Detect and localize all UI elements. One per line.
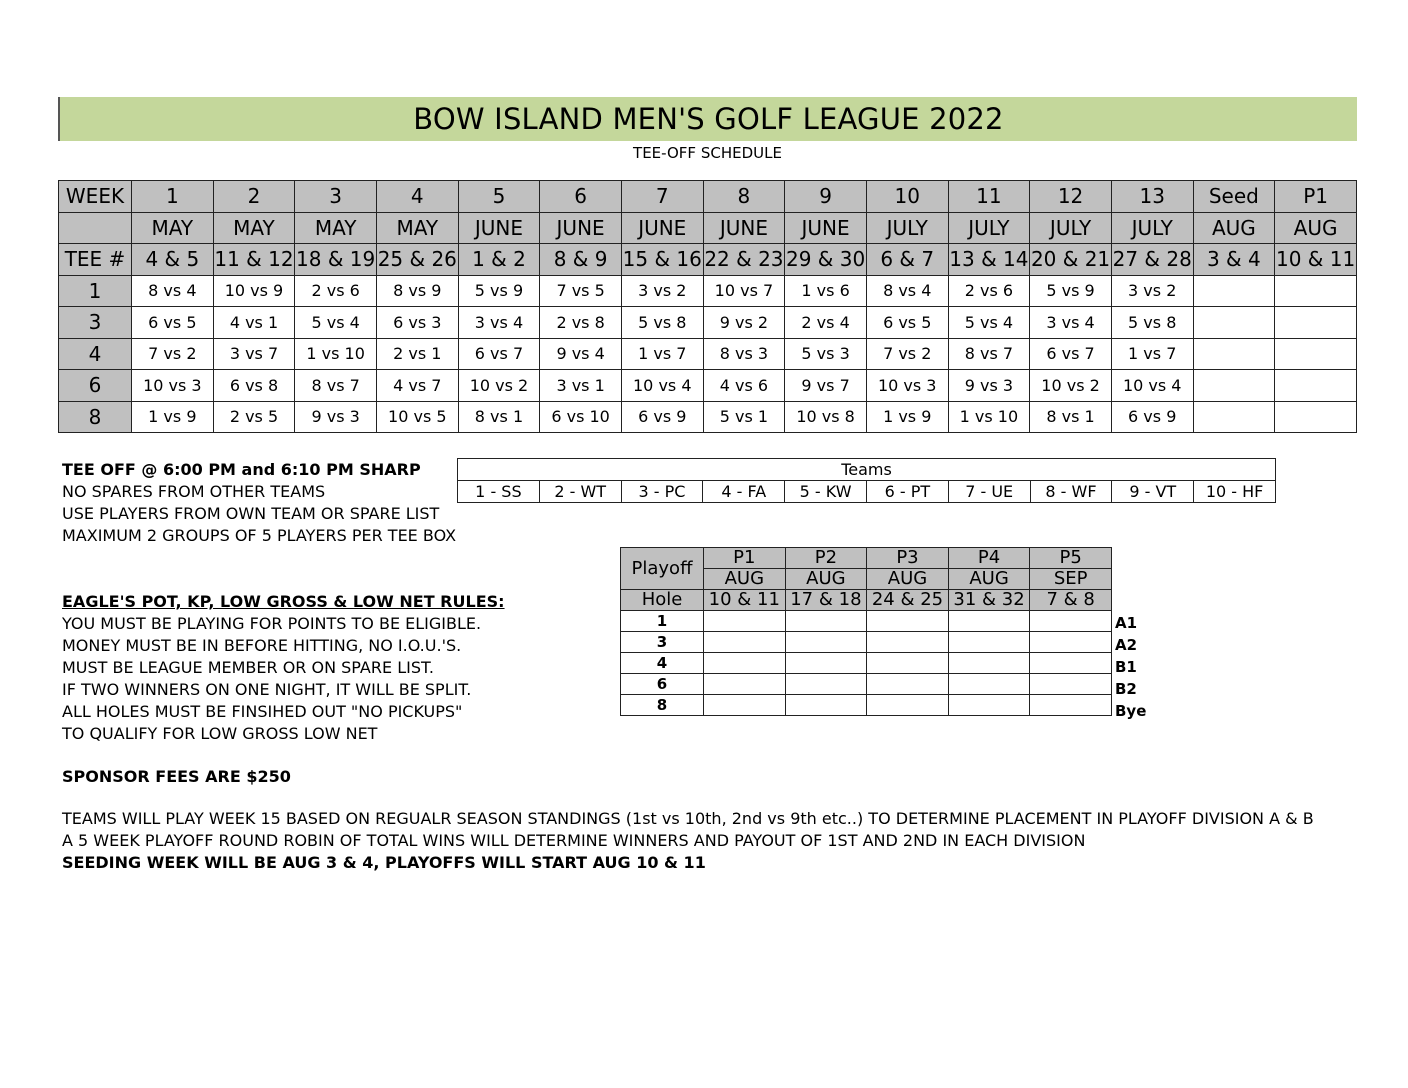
matchup-cell bbox=[1193, 338, 1275, 370]
playoff-slot bbox=[948, 632, 1030, 653]
playoff-round: P2 bbox=[785, 548, 867, 569]
matchup-cell: 10 vs 8 bbox=[785, 401, 867, 433]
tee-label: TEE # bbox=[59, 244, 132, 276]
matchup-cell: 5 vs 9 bbox=[1030, 275, 1112, 307]
week-label: WEEK bbox=[59, 181, 132, 213]
week-number: 10 bbox=[866, 181, 948, 213]
playoff-dates: 7 & 8 bbox=[1030, 590, 1112, 611]
playoff-month: AUG bbox=[867, 569, 949, 590]
week-month: JUNE bbox=[540, 212, 622, 244]
week-number: 5 bbox=[458, 181, 540, 213]
playoff-slot bbox=[1030, 632, 1112, 653]
matchup-cell: 1 vs 7 bbox=[621, 338, 703, 370]
matchup-cell: 3 vs 2 bbox=[621, 275, 703, 307]
matchup-cell: 8 vs 3 bbox=[703, 338, 785, 370]
tee-number: 4 bbox=[59, 338, 132, 370]
hole-number: 1 bbox=[621, 611, 704, 632]
matchup-cell: 1 vs 7 bbox=[1111, 338, 1193, 370]
team-cell: 2 - WT bbox=[539, 481, 621, 503]
pot-rules-heading: EAGLE'S POT, KP, LOW GROSS & LOW NET RULES: bbox=[62, 592, 505, 611]
team-cell: 8 - WF bbox=[1030, 481, 1112, 503]
schedule-subtitle: TEE-OFF SCHEDULE bbox=[633, 144, 782, 162]
playoff-slot bbox=[1030, 653, 1112, 674]
week-month: AUG bbox=[1193, 212, 1275, 244]
matchup-cell: 10 vs 2 bbox=[1030, 370, 1112, 402]
matchup-cell: 7 vs 2 bbox=[132, 338, 214, 370]
pot-rule-line: MONEY MUST BE IN BEFORE HITTING, NO I.O.U.'S. bbox=[62, 636, 462, 655]
week-dates: 6 & 7 bbox=[866, 244, 948, 276]
hole-label: Hole bbox=[621, 590, 704, 611]
teams-header: Teams bbox=[458, 459, 1276, 481]
matchup-cell bbox=[1193, 401, 1275, 433]
pot-rule-line: ALL HOLES MUST BE FINSIHED OUT "NO PICKUPS" bbox=[62, 702, 463, 721]
playoff-dates: 24 & 25 bbox=[867, 590, 949, 611]
matchup-cell: 8 vs 7 bbox=[295, 370, 377, 402]
matchup-cell: 7 vs 5 bbox=[540, 275, 622, 307]
playoff-round: P3 bbox=[867, 548, 949, 569]
matchup-cell: 9 vs 7 bbox=[785, 370, 867, 402]
playoff-date-row bbox=[621, 590, 1112, 611]
playoff-slot bbox=[704, 653, 786, 674]
tee-row bbox=[59, 370, 1357, 402]
playoff-slot bbox=[704, 674, 786, 695]
matchup-cell: 9 vs 3 bbox=[948, 370, 1030, 402]
pot-rule-line: MUST BE LEAGUE MEMBER OR ON SPARE LIST. bbox=[62, 658, 434, 677]
matchup-cell bbox=[1275, 307, 1357, 339]
week-month: JULY bbox=[1111, 212, 1193, 244]
matchup-cell: 10 vs 4 bbox=[621, 370, 703, 402]
team-cell: 9 - VT bbox=[1112, 481, 1194, 503]
matchup-cell: 6 vs 5 bbox=[866, 307, 948, 339]
team-cell: 4 - FA bbox=[703, 481, 785, 503]
playoff-slot bbox=[704, 695, 786, 716]
matchup-cell: 3 vs 2 bbox=[1111, 275, 1193, 307]
matchup-cell: 10 vs 7 bbox=[703, 275, 785, 307]
playoff-month: AUG bbox=[785, 569, 867, 590]
playoff-dates: 17 & 18 bbox=[785, 590, 867, 611]
playoff-slot bbox=[785, 674, 867, 695]
week-dates: 15 & 16 bbox=[621, 244, 703, 276]
week-month: JULY bbox=[948, 212, 1030, 244]
week-dates: 27 & 28 bbox=[1111, 244, 1193, 276]
tee-number: 3 bbox=[59, 307, 132, 339]
matchup-cell: 5 vs 8 bbox=[1111, 307, 1193, 339]
rule-line: MAXIMUM 2 GROUPS OF 5 PLAYERS PER TEE BOX bbox=[62, 526, 457, 545]
week-dates: 10 & 11 bbox=[1275, 244, 1357, 276]
matchup-cell: 8 vs 1 bbox=[458, 401, 540, 433]
week-number: 6 bbox=[540, 181, 622, 213]
sponsor-fees: SPONSOR FEES ARE $250 bbox=[62, 767, 291, 786]
week-month: MAY bbox=[132, 212, 214, 244]
week-number: 1 bbox=[132, 181, 214, 213]
week-number: 11 bbox=[948, 181, 1030, 213]
playoff-slot bbox=[785, 611, 867, 632]
rule-line: USE PLAYERS FROM OWN TEAM OR SPARE LIST bbox=[62, 504, 440, 523]
matchup-cell: 6 vs 7 bbox=[458, 338, 540, 370]
week-dates: 20 & 21 bbox=[1030, 244, 1112, 276]
playoff-slot bbox=[785, 632, 867, 653]
matchup-cell: 6 vs 8 bbox=[213, 370, 295, 402]
pot-rule-line: TO QUALIFY FOR LOW GROSS LOW NET bbox=[62, 724, 378, 743]
matchup-cell: 5 vs 9 bbox=[458, 275, 540, 307]
playoff-slot bbox=[704, 632, 786, 653]
matchup-cell: 1 vs 10 bbox=[295, 338, 377, 370]
hole-number: 8 bbox=[621, 695, 704, 716]
playoff-slot bbox=[867, 674, 949, 695]
matchup-cell: 10 vs 3 bbox=[132, 370, 214, 402]
matchup-cell: 5 vs 4 bbox=[948, 307, 1030, 339]
division-label: Bye bbox=[1115, 702, 1147, 720]
matchup-cell: 6 vs 9 bbox=[1111, 401, 1193, 433]
matchup-cell: 8 vs 1 bbox=[1030, 401, 1112, 433]
pot-rules bbox=[62, 591, 505, 745]
matchup-cell: 2 vs 5 bbox=[213, 401, 295, 433]
playoff-month: AUG bbox=[948, 569, 1030, 590]
team-cell: 1 - SS bbox=[458, 481, 540, 503]
matchup-cell: 3 vs 1 bbox=[540, 370, 622, 402]
footer-line: A 5 WEEK PLAYOFF ROUND ROBIN OF TOTAL WINS WILL DETERMINE WINNERS AND PAYOUT OF 1ST AND 2ND IN EACH DIVISION bbox=[62, 831, 1086, 850]
tee-off-time-note: TEE OFF @ 6:00 PM and 6:10 PM SHARP bbox=[62, 460, 421, 479]
tee-row bbox=[59, 401, 1357, 433]
playoff-hole-row bbox=[621, 611, 1112, 632]
week-month: MAY bbox=[213, 212, 295, 244]
week-number: 12 bbox=[1030, 181, 1112, 213]
matchup-cell: 8 vs 4 bbox=[132, 275, 214, 307]
matchup-cell bbox=[1275, 275, 1357, 307]
playoff-hole-row bbox=[621, 674, 1112, 695]
playoff-slot bbox=[867, 611, 949, 632]
matchup-cell: 8 vs 4 bbox=[866, 275, 948, 307]
tee-number: 6 bbox=[59, 370, 132, 402]
playoff-slot bbox=[948, 674, 1030, 695]
week-dates: 1 & 2 bbox=[458, 244, 540, 276]
tee-number: 8 bbox=[59, 401, 132, 433]
matchup-cell: 9 vs 2 bbox=[703, 307, 785, 339]
playoff-slot bbox=[867, 653, 949, 674]
division-label: B2 bbox=[1115, 680, 1137, 698]
week-number: 13 bbox=[1111, 181, 1193, 213]
week-month: AUG bbox=[1275, 212, 1357, 244]
matchup-cell bbox=[1193, 370, 1275, 402]
playoff-slot bbox=[948, 653, 1030, 674]
tee-off-schedule-table bbox=[58, 180, 1357, 433]
week-dates: 4 & 5 bbox=[132, 244, 214, 276]
matchup-cell: 10 vs 5 bbox=[376, 401, 458, 433]
matchup-cell: 1 vs 6 bbox=[785, 275, 867, 307]
matchup-cell: 7 vs 2 bbox=[866, 338, 948, 370]
matchup-cell: 4 vs 1 bbox=[213, 307, 295, 339]
playoff-hole-row bbox=[621, 695, 1112, 716]
week-dates: 29 & 30 bbox=[785, 244, 867, 276]
week-dates: 11 & 12 bbox=[213, 244, 295, 276]
matchup-cell: 2 vs 4 bbox=[785, 307, 867, 339]
matchup-cell: 6 vs 10 bbox=[540, 401, 622, 433]
playoff-table bbox=[620, 547, 1112, 716]
matchup-cell: 2 vs 6 bbox=[948, 275, 1030, 307]
tee-row bbox=[59, 338, 1357, 370]
matchup-cell: 1 vs 9 bbox=[132, 401, 214, 433]
tee-off-rules bbox=[62, 459, 456, 547]
playoff-dates: 31 & 32 bbox=[948, 590, 1030, 611]
pot-rule-line: YOU MUST BE PLAYING FOR POINTS TO BE ELIGIBLE. bbox=[62, 614, 482, 633]
matchup-cell: 3 vs 7 bbox=[213, 338, 295, 370]
matchup-cell: 1 vs 10 bbox=[948, 401, 1030, 433]
matchup-cell bbox=[1275, 370, 1357, 402]
playoff-month: AUG bbox=[704, 569, 786, 590]
league-title: BOW ISLAND MEN'S GOLF LEAGUE 2022 bbox=[58, 97, 1357, 141]
matchup-cell: 10 vs 3 bbox=[866, 370, 948, 402]
matchup-cell: 10 vs 4 bbox=[1111, 370, 1193, 402]
week-month: MAY bbox=[295, 212, 377, 244]
playoff-slot bbox=[704, 611, 786, 632]
division-label: A2 bbox=[1115, 636, 1138, 654]
footer-notes bbox=[62, 808, 1314, 874]
playoff-slot bbox=[1030, 695, 1112, 716]
matchup-cell bbox=[1275, 338, 1357, 370]
matchup-cell: 6 vs 5 bbox=[132, 307, 214, 339]
matchup-cell: 3 vs 4 bbox=[458, 307, 540, 339]
teams-table bbox=[457, 458, 1276, 503]
matchup-cell: 2 vs 6 bbox=[295, 275, 377, 307]
team-cell: 10 - HF bbox=[1194, 481, 1276, 503]
week-dates: 13 & 14 bbox=[948, 244, 1030, 276]
playoff-slot bbox=[785, 695, 867, 716]
week-month: JUNE bbox=[458, 212, 540, 244]
hole-number: 6 bbox=[621, 674, 704, 695]
week-number: 3 bbox=[295, 181, 377, 213]
playoff-round: P5 bbox=[1030, 548, 1112, 569]
matchup-cell: 6 vs 3 bbox=[376, 307, 458, 339]
month-header-row bbox=[59, 212, 1357, 244]
matchup-cell bbox=[1275, 401, 1357, 433]
week-month: JUNE bbox=[621, 212, 703, 244]
playoff-hole-row bbox=[621, 632, 1112, 653]
playoff-dates: 10 & 11 bbox=[704, 590, 786, 611]
rule-line: NO SPARES FROM OTHER TEAMS bbox=[62, 482, 326, 501]
team-cell: 6 - PT bbox=[866, 481, 948, 503]
week-dates: 18 & 19 bbox=[295, 244, 377, 276]
playoff-slot bbox=[948, 695, 1030, 716]
playoff-slot bbox=[867, 632, 949, 653]
month-label-blank bbox=[59, 212, 132, 244]
tee-row bbox=[59, 275, 1357, 307]
week-month: MAY bbox=[376, 212, 458, 244]
matchup-cell: 10 vs 2 bbox=[458, 370, 540, 402]
week-dates: 8 & 9 bbox=[540, 244, 622, 276]
footer-line: SEEDING WEEK WILL BE AUG 3 & 4, PLAYOFFS WILL START AUG 10 & 11 bbox=[62, 853, 706, 872]
week-number: P1 bbox=[1275, 181, 1357, 213]
team-cell: 5 - KW bbox=[785, 481, 867, 503]
playoff-hole-row bbox=[621, 653, 1112, 674]
week-number: Seed bbox=[1193, 181, 1275, 213]
week-month: JULY bbox=[866, 212, 948, 244]
pot-rule-line: IF TWO WINNERS ON ONE NIGHT, IT WILL BE SPLIT. bbox=[62, 680, 472, 699]
matchup-cell: 2 vs 1 bbox=[376, 338, 458, 370]
matchup-cell bbox=[1193, 275, 1275, 307]
week-dates: 3 & 4 bbox=[1193, 244, 1275, 276]
playoff-slot bbox=[1030, 674, 1112, 695]
week-month: JULY bbox=[1030, 212, 1112, 244]
week-number: 4 bbox=[376, 181, 458, 213]
matchup-cell: 10 vs 9 bbox=[213, 275, 295, 307]
matchup-cell: 4 vs 6 bbox=[703, 370, 785, 402]
playoff-round: P1 bbox=[704, 548, 786, 569]
week-dates: 25 & 26 bbox=[376, 244, 458, 276]
hole-number: 3 bbox=[621, 632, 704, 653]
matchup-cell: 9 vs 3 bbox=[295, 401, 377, 433]
tee-number: 1 bbox=[59, 275, 132, 307]
matchup-cell: 5 vs 8 bbox=[621, 307, 703, 339]
matchup-cell: 5 vs 4 bbox=[295, 307, 377, 339]
matchup-cell: 6 vs 7 bbox=[1030, 338, 1112, 370]
matchup-cell: 8 vs 7 bbox=[948, 338, 1030, 370]
playoff-slot bbox=[1030, 611, 1112, 632]
matchup-cell: 3 vs 4 bbox=[1030, 307, 1112, 339]
division-label: A1 bbox=[1115, 614, 1138, 632]
playoff-label: Playoff bbox=[621, 548, 704, 590]
matchup-cell: 4 vs 7 bbox=[376, 370, 458, 402]
division-label: B1 bbox=[1115, 658, 1137, 676]
playoff-slot bbox=[948, 611, 1030, 632]
matchup-cell: 9 vs 4 bbox=[540, 338, 622, 370]
team-cell: 3 - PC bbox=[621, 481, 703, 503]
week-number: 2 bbox=[213, 181, 295, 213]
matchup-cell: 5 vs 3 bbox=[785, 338, 867, 370]
week-month: JUNE bbox=[785, 212, 867, 244]
week-month: JUNE bbox=[703, 212, 785, 244]
playoff-round: P4 bbox=[948, 548, 1030, 569]
playoff-round-row bbox=[621, 548, 1112, 569]
playoff-month: SEP bbox=[1030, 569, 1112, 590]
week-dates: 22 & 23 bbox=[703, 244, 785, 276]
week-number: 9 bbox=[785, 181, 867, 213]
tee-row bbox=[59, 307, 1357, 339]
week-number: 7 bbox=[621, 181, 703, 213]
matchup-cell: 1 vs 9 bbox=[866, 401, 948, 433]
footer-line: TEAMS WILL PLAY WEEK 15 BASED ON REGUALR SEASON STANDINGS (1st vs 10th, 2nd vs 9th etc..) TO DETERMINE PLACEMENT IN PLAYOFF DIVISION A & B bbox=[62, 809, 1314, 828]
playoff-slot bbox=[785, 653, 867, 674]
date-header-row bbox=[59, 244, 1357, 276]
hole-number: 4 bbox=[621, 653, 704, 674]
matchup-cell bbox=[1193, 307, 1275, 339]
week-header-row bbox=[59, 181, 1357, 213]
matchup-cell: 2 vs 8 bbox=[540, 307, 622, 339]
playoff-slot bbox=[867, 695, 949, 716]
week-number: 8 bbox=[703, 181, 785, 213]
matchup-cell: 8 vs 9 bbox=[376, 275, 458, 307]
team-cell: 7 - UE bbox=[948, 481, 1030, 503]
matchup-cell: 6 vs 9 bbox=[621, 401, 703, 433]
matchup-cell: 5 vs 1 bbox=[703, 401, 785, 433]
